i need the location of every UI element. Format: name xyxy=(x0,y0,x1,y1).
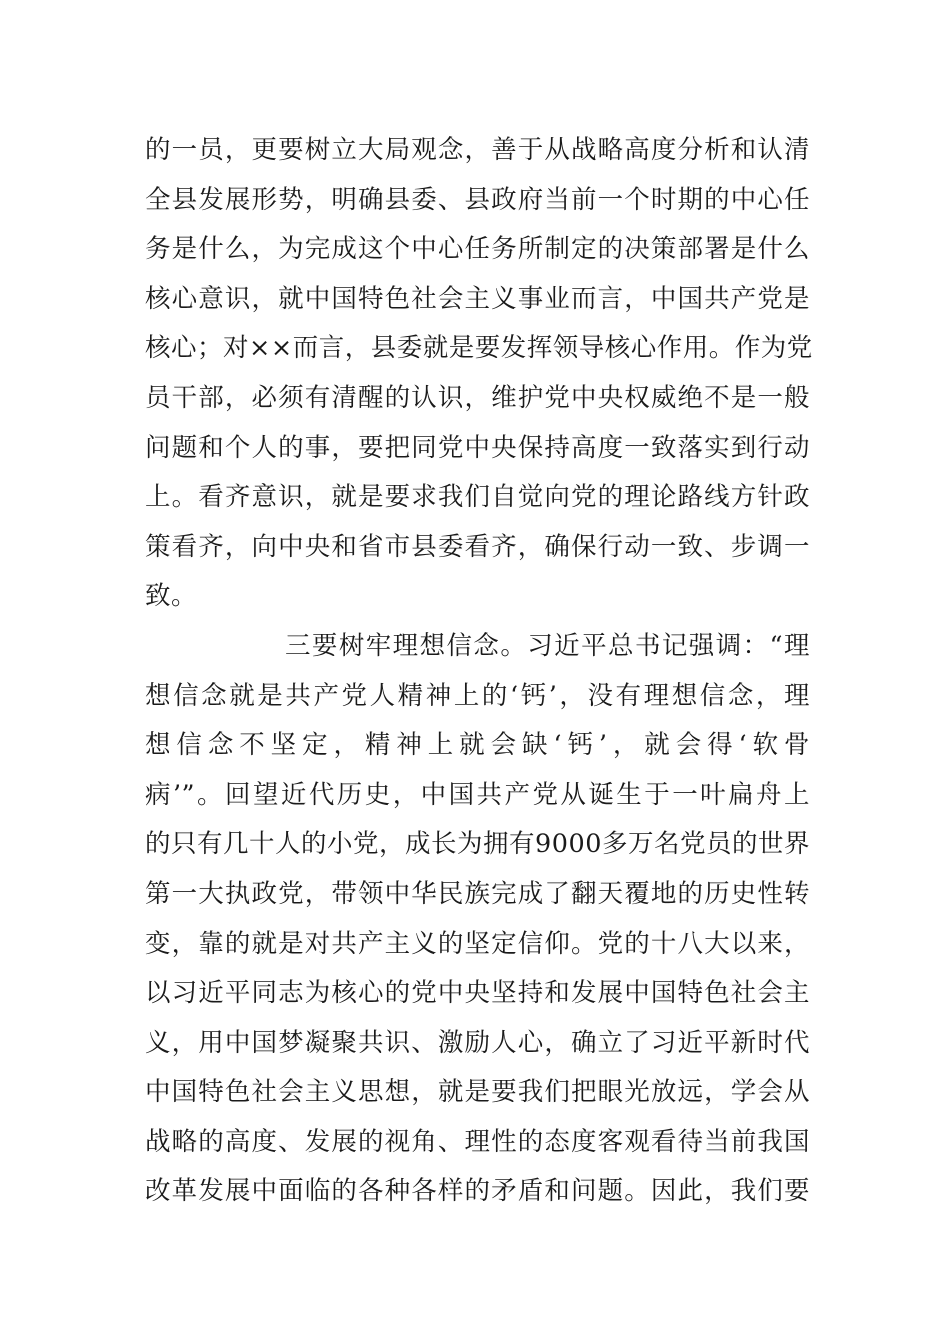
text-line: 病’”。回望近代历史，中国共产党从诞生于一叶扁舟上 xyxy=(145,779,810,810)
text-line: 义，用中国梦凝聚共识、激励人心，确立了习近平新时代 xyxy=(145,1027,810,1058)
text-line: 中国特色社会主义思想，就是要我们把眼光放远，学会从 xyxy=(145,1077,810,1108)
text-line: 想信念就是共产党人精神上的‘钙’，没有理想信念，理 xyxy=(145,680,810,711)
text-line: 策看齐，向中央和省市县委看齐，确保行动一致、步调一 xyxy=(145,531,810,562)
text-line: 致。 xyxy=(145,581,198,612)
text-line: 务是什么，为完成这个中心任务所制定的决策部署是什么 xyxy=(145,234,810,265)
paragraph-heading-line: 三要树牢理想信念。习近平总书记强调：“理 xyxy=(285,630,810,661)
text-line: 变，靠的就是对共产主义的坚定信仰。党的十八大以来， xyxy=(145,928,810,959)
text-line: 以习近平同志为核心的党中央坚持和发展中国特色社会主 xyxy=(145,978,810,1009)
text-line: 核心；对××而言，县委就是要发挥领导核心作用。作为党 xyxy=(145,333,813,364)
text-line: 想信念不坚定，精神上就会缺‘钙’，就会得‘软骨 xyxy=(145,730,810,761)
body-text xyxy=(145,126,813,1217)
text-line: 的只有几十人的小党，成长为拥有9000多万名党员的世界 xyxy=(145,829,810,860)
text-line: 战略的高度、发展的视角、理性的态度客观看待当前我国 xyxy=(145,1126,810,1157)
text-line: 员干部，必须有清醒的认识，维护党中央权威绝不是一般 xyxy=(145,382,810,413)
text-line: 问题和个人的事，要把同党中央保持高度一致落实到行动 xyxy=(145,432,810,463)
text-line: 第一大执政党，带领中华民族完成了翻天覆地的历史性转 xyxy=(145,878,810,909)
text-line: 改革发展中面临的各种各样的矛盾和问题。因此，我们要 xyxy=(145,1176,810,1207)
text-line: 核心意识，就中国特色社会主义事业而言，中国共产党是 xyxy=(145,283,810,314)
text-line: 的一员，更要树立大局观念，善于从战略高度分析和认清 xyxy=(145,135,810,165)
text-line: 全县发展形势，明确县委、县政府当前一个时期的中心任 xyxy=(145,184,810,215)
text-line: 上。看齐意识，就是要求我们自觉向党的理论路线方针政 xyxy=(145,482,810,513)
